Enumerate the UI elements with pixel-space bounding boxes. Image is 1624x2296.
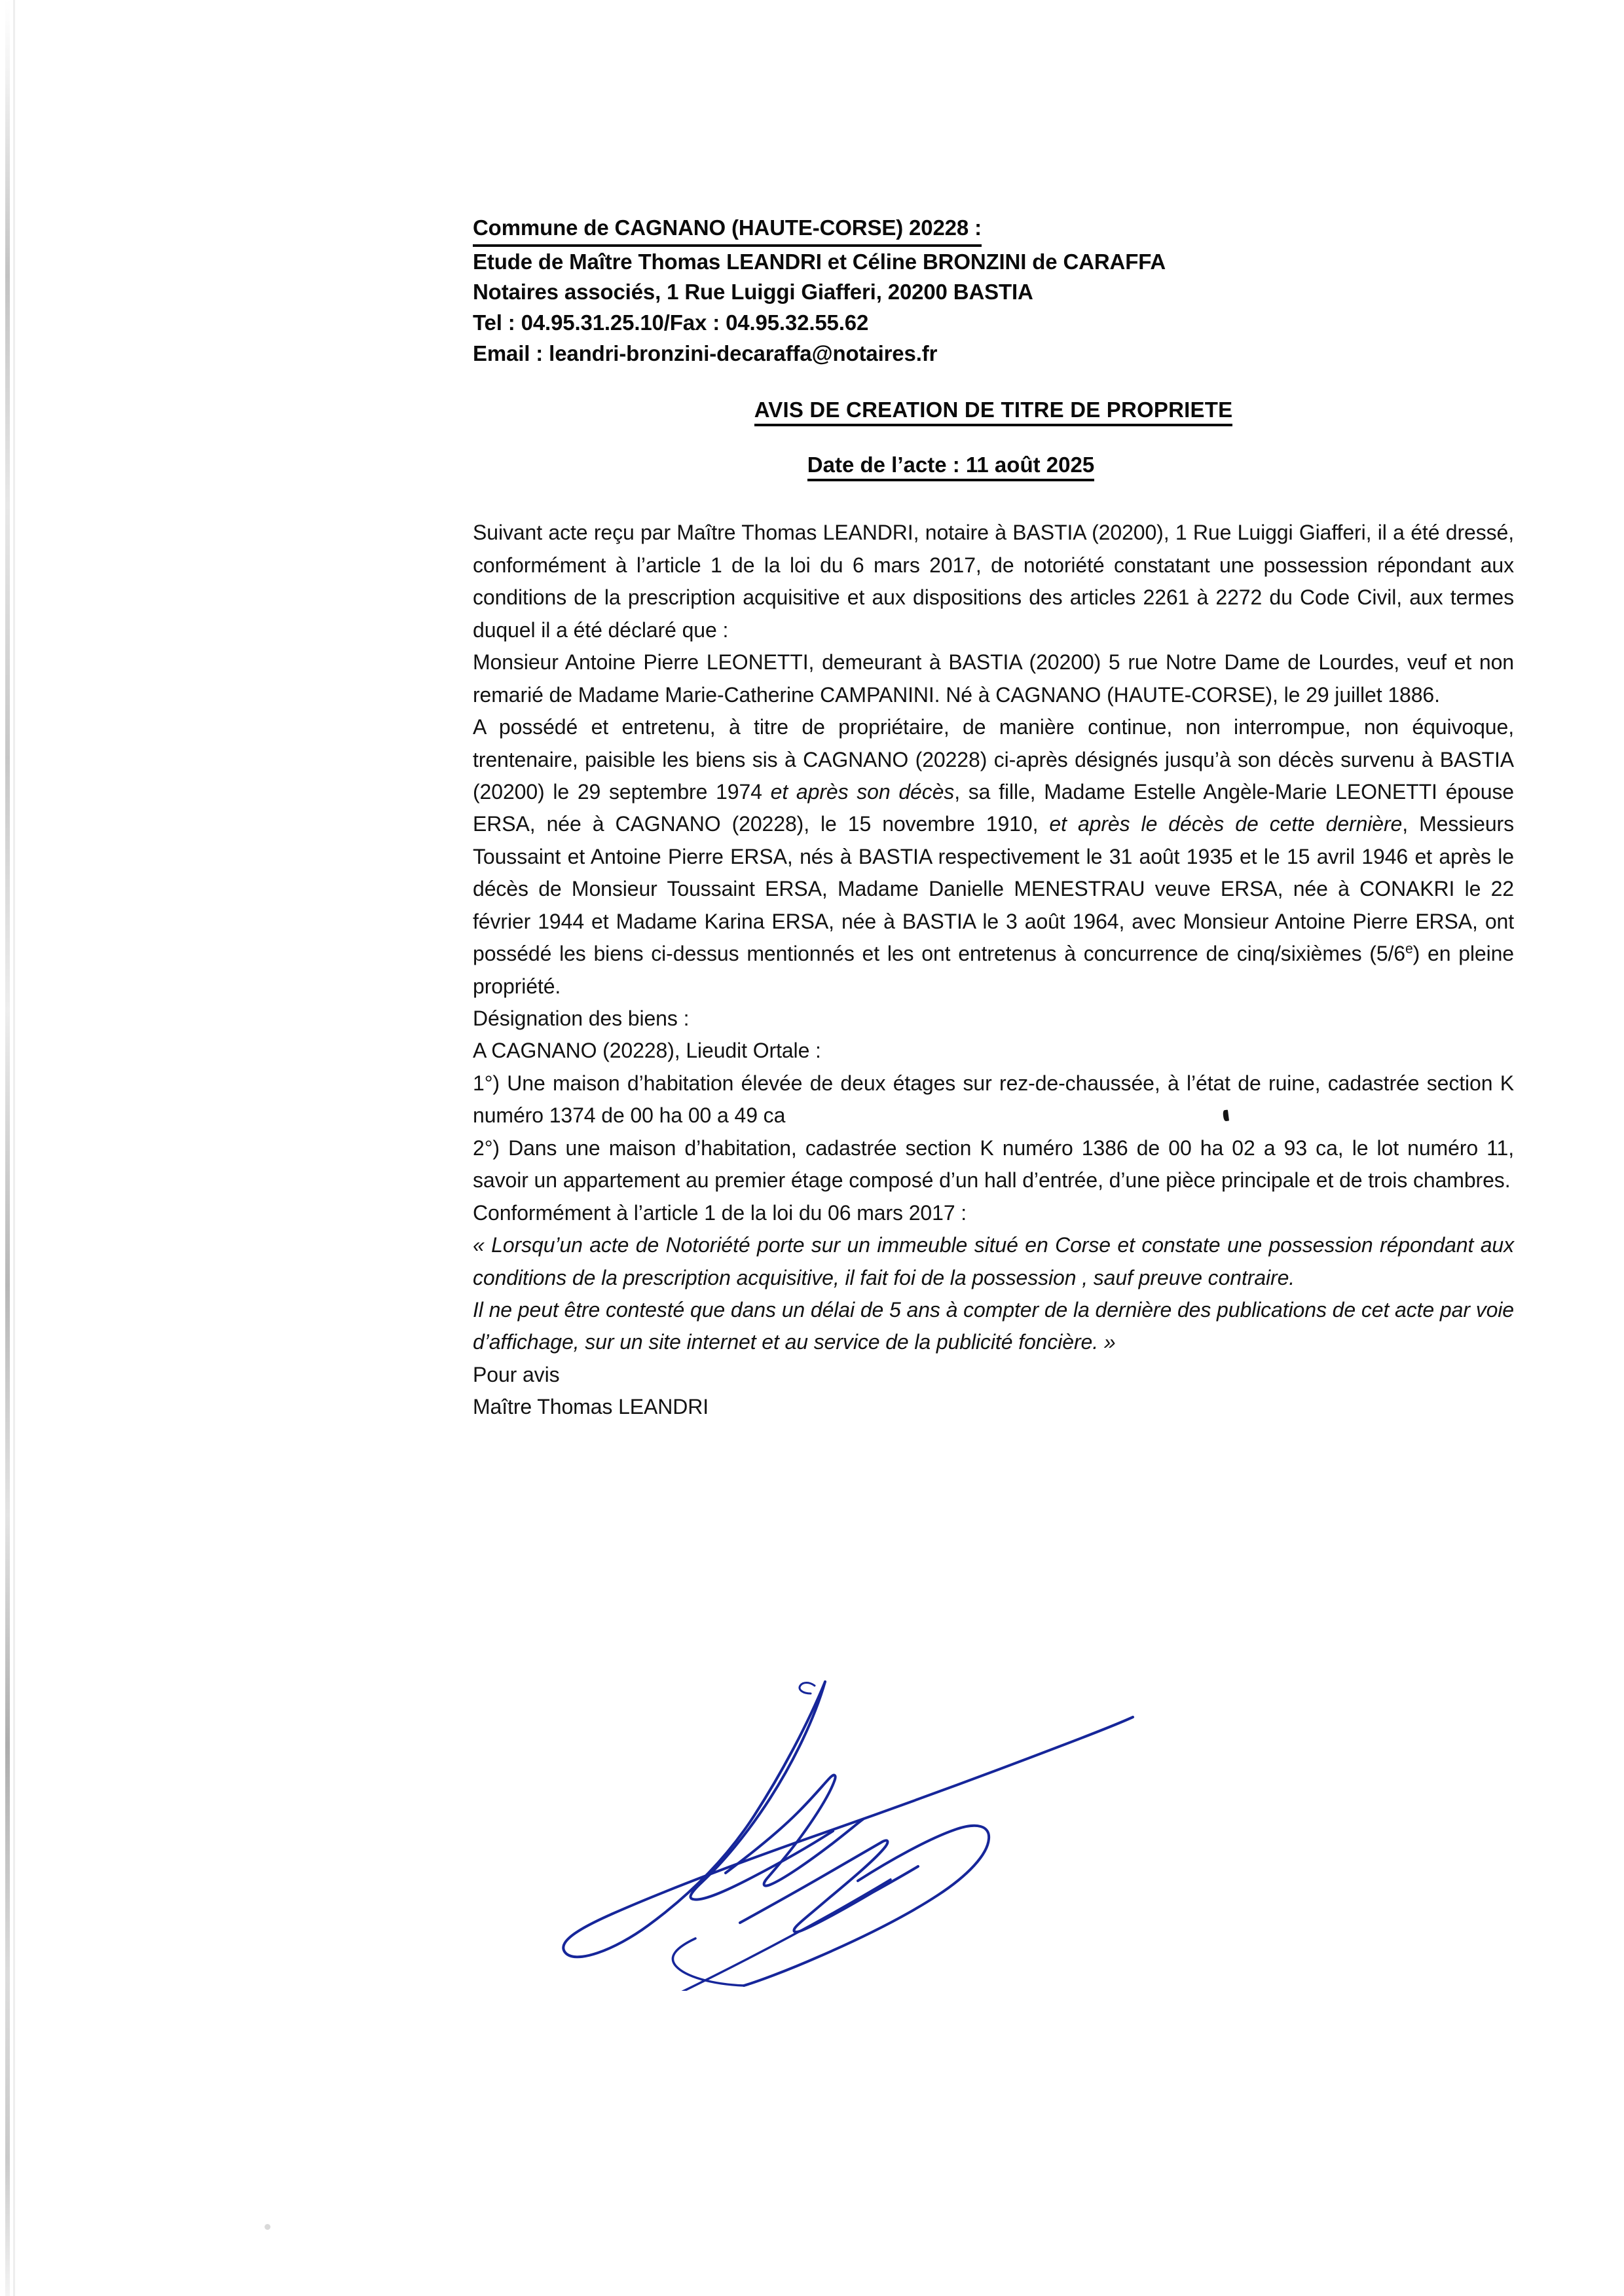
fraction-ordinal-suffix: e [1405,941,1413,957]
paragraph-closing-signer-name: Maître Thomas LEANDRI [473,1395,709,1419]
possession-segment-4: ) en pleine propriété. [473,942,1515,998]
letterhead-office: Etude de Maître Thomas LEANDRI et Céline BRONZINI de CARAFFA [473,249,1166,274]
paragraph-law-quote-1 [473,1229,1514,1294]
page-title: AVIS DE CREATION DE TITRE DE PROPRIETE [754,398,1233,426]
letterhead [473,213,1514,369]
scan-edge-artifact-secondary [13,0,15,2296]
scan-speck-artifact [265,2224,270,2230]
paragraph-locality: A CAGNANO (20228), Lieudit Ortale : [473,1039,821,1063]
scan-edge-artifact [5,0,10,2296]
letterhead-email: Email : leandri-bronzini-decaraffa@notaires.fr [473,341,938,365]
letterhead-commune: Commune de CAGNANO (HAUTE-CORSE) 20228 : [473,213,982,247]
paragraph-closing-pour-avis: Pour avis [473,1362,560,1386]
possession-segment-2: , sa fille, Madame Estelle Angèle-Marie LEONETTI épouse ERSA, née à CAGNANO (20228), le 15 novembre 1910, [473,779,1514,836]
possession-segment-3: , Messieurs Toussaint et Antoine Pierre ERSA, nés à BASTIA respectivement le 31 août 1935 et le 15 avril 1946 et après le décès de Monsieur Toussaint ERSA, Madame Danielle MENESTRAU veuve ERSA, née à CONAKRI le 22 février 1944 et Madame Karina ERSA, née à BASTIA le 3 août 1964, avec Monsieur Antoine Pierre ERSA, ont possédé les biens ci-dessus mentionnés et les ont entretenus à concurrence de cinq/sixièmes (5/6 [473,812,1514,966]
document-body [473,517,1514,1423]
act-date: Date de l’acte : 11 août 2025 [807,453,1094,481]
paragraph-possession [473,711,1514,1003]
possession-italic-2: et après le décès de cette dernière [1049,812,1403,836]
act-date-row [473,453,1514,481]
document-content [473,0,1514,1424]
law-quote-2-text: Il ne peut être contesté que dans un délai de 5 ans à compter de la dernière des publications de cet acte par voie d’affichage, sur un site internet et au service de la publicité foncière. » [473,1297,1514,1354]
page-title-row [473,398,1514,426]
law-quote-1-text: « Lorsqu’un acte de Notoriété porte sur un immeuble situé en Corse et constate une possession répondant aux conditions de la prescription acquisitive, il fait foi de la possession , sauf preuve contraire. [473,1233,1514,1289]
possession-segment-1: A possédé et entretenu, à titre de propriétaire, de manière continue, non interrompue, non équivoque, trentenaire, paisible les biens sis à CAGNANO (20228) ci-après désignés jusqu’à son décès survenu à BASTIA (20200) le 29 septembre 1974 [473,715,1514,804]
letterhead-commune-row [473,213,1514,247]
paragraph-declarant: Monsieur Antoine Pierre LEONETTI, demeurant à BASTIA (20200) 5 rue Notre Dame de Lourdes, veuf et non remarié de Madame Marie-Catherine CAMPANINI. Né à CAGNANO (HAUTE-CORSE), le 29 juillet 1886. [473,650,1514,707]
letterhead-phone: Tel : 04.95.31.25.10/Fax : 04.95.32.55.62 [473,310,869,335]
signature-image [550,1663,1153,1991]
paragraph-preamble: Suivant acte reçu par Maître Thomas LEANDRI, notaire à BASTIA (20200), 1 Rue Luiggi Giafferi, il a été dressé, conformément à l’article 1 de la loi du 6 mars 2017, de notoriété constatant une possession répondant aux conditions de la prescription acquisitive et aux dispositions des articles 2261 à 2272 du Code Civil, aux termes duquel il a été déclaré que : [473,521,1514,642]
paragraph-law-reference: Conformément à l’article 1 de la loi du 06 mars 2017 : [473,1200,967,1225]
paragraph-property-2: 2°) Dans une maison d’habitation, cadastrée section K numéro 1386 de 00 ha 02 a 93 ca, le lot numéro 11, savoir un appartement au premier étage composé d’un hall d’entrée, d’une pièce principale et de trois chambres. [473,1136,1514,1193]
paragraph-designation-heading: Désignation des biens : [473,1007,690,1030]
letterhead-address: Notaires associés, 1 Rue Luiggi Giafferi, 20200 BASTIA [473,280,1033,305]
possession-italic-1: et après son décès [770,779,955,804]
paragraph-law-quote-2 [473,1294,1514,1359]
paragraph-property-1: 1°) Une maison d’habitation élevée de deux étages sur rez-de-chaussée, à l’état de ruine, cadastrée section K numéro 1374 de 00 ha 00 a 49 ca [473,1071,1514,1128]
